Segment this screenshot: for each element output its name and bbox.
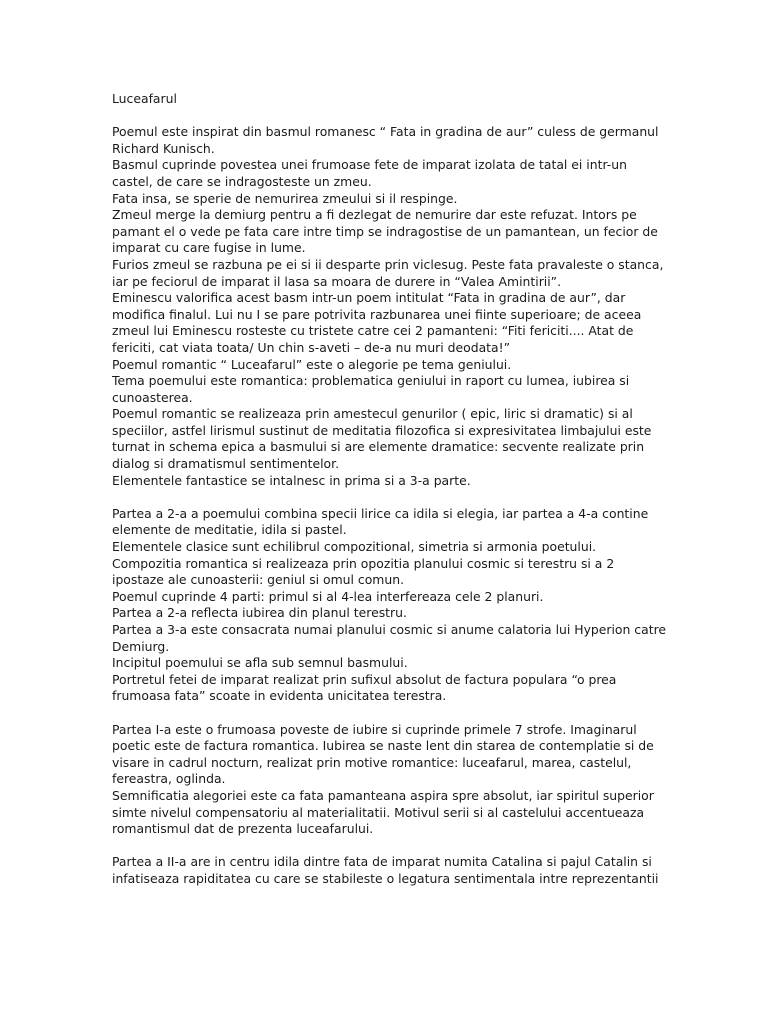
text-line: visare in cadrul nocturn, realizat prin motive romantice: luceafarul, marea, castelul, bbox=[112, 754, 632, 770]
text-line: Basmul cuprinde povestea unei frumoase fete de imparat izolata de tatal ei intr-un bbox=[112, 157, 627, 173]
text-line: Fata insa, se sperie de nemurirea zmeului si il respinge. bbox=[112, 190, 458, 206]
paragraph-spacer bbox=[112, 705, 664, 722]
text-line: Portretul fetei de imparat realizat prin sufixul absolut de factura populara “o prea bbox=[112, 671, 617, 687]
text-line: Zmeul merge la demiurg pentru a fi dezlegat de nemurire dar este refuzat. Intors pe bbox=[112, 207, 637, 223]
text-line: Richard Kunisch. bbox=[112, 140, 215, 156]
text-line: frumoasa fata” scoate in evidenta unicitatea terestra. bbox=[112, 688, 447, 704]
text-line: dialog si dramatismul sentimentelor. bbox=[112, 456, 340, 472]
text-line: zmeul lui Eminescu rosteste cu tristete catre cei 2 pamanteni: “Fiti fericiti.... Atat de bbox=[112, 323, 634, 339]
text-line: speciilor, astfel lirismul sustinut de meditatia filozofica si expresivitatea limbajului este bbox=[112, 422, 652, 438]
text-line: romantismul dat de prezenta luceafarului. bbox=[112, 821, 374, 837]
paragraph-4 bbox=[112, 854, 664, 887]
text-line: cunoasterea. bbox=[112, 389, 193, 405]
text-line: Partea a II-a are in centru idila dintre fata de imparat numita Catalina si pajul Catalin si bbox=[112, 854, 652, 870]
text-line: castel, de care se indragosteste un zmeu. bbox=[112, 173, 372, 189]
text-line: turnat in schema epica a basmului si are elemente dramatice: secvente realizate prin bbox=[112, 439, 645, 455]
text-line: Poemul este inspirat din basmul romanesc “ Fata in gradina de aur” culess de germanul bbox=[112, 124, 659, 140]
text-line: imparat cu care fugise in lume. bbox=[112, 240, 306, 256]
text-line: Partea a 3-a este consacrata numai planului cosmic si anume calatoria lui Hyperion catre bbox=[112, 622, 667, 637]
text-line: modifica finalul. Lui nu I se pare potrivita razbunarea unei fiinte superioare; de aceea bbox=[112, 306, 642, 322]
text-line: Poemul romantic “ Luceafarul” este o alegorie pe tema geniului. bbox=[112, 356, 512, 372]
paragraph-1 bbox=[112, 124, 664, 489]
text-line: Semnificatia alegoriei este ca fata pamanteana aspira spre absolut, iar spiritul superior bbox=[112, 787, 654, 803]
text-line: Poemul romantic se realizeaza prin amestecul genurilor ( epic, liric si dramatic) si al bbox=[112, 406, 633, 422]
text-line: Partea a 2-a a poemului combina specii lirice ca idila si elegia, iar partea a 4-a contine bbox=[112, 505, 649, 521]
text-line: elemente de meditatie, idila si pastel. bbox=[112, 522, 347, 538]
paragraph-spacer bbox=[112, 108, 664, 125]
text-line: ipostaze ale cunoasterii: geniul si omul comun. bbox=[112, 572, 405, 588]
text-line: simte nivelul compensatoriu al materialitatii. Motivul serii si al castelului accentueaza bbox=[112, 804, 645, 820]
document-title: Luceafarul bbox=[112, 91, 177, 106]
text-line: infatiseaza rapiditatea cu care se stabileste o legatura sentimentala intre reprezentantii bbox=[112, 870, 659, 886]
text-line: Partea a 2-a reflecta iubirea din planul terestru. bbox=[112, 605, 407, 621]
text-line: pamant el o vede pe fata care intre timp se indragostise de un pamantean, un fecior de bbox=[112, 223, 658, 239]
text-line: Furios zmeul se razbuna pe ei si ii desparte prin viclesug. Peste fata pravaleste o stanca, bbox=[112, 256, 664, 272]
text-line: Incipitul poemului se afla sub semnul basmului. bbox=[112, 655, 408, 671]
text-line: Partea I-a este o frumoasa poveste de iubire si cuprinde primele 7 strofe. Imaginarul bbox=[112, 721, 637, 737]
text-line: Compozitia romantica si realizeaza prin opozitia planului cosmic si terestru si a 2 bbox=[112, 555, 615, 571]
text-line: Tema poemului este romantica: problematica geniului in raport cu lumea, iubirea si bbox=[112, 373, 630, 389]
text-line: Eminescu valorifica acest basm intr-un poem intitulat “Fata in gradina de aur”, dar bbox=[112, 290, 626, 306]
text-line: poetic este de factura romantica. Iubirea se naste lent din starea de contemplatie si de bbox=[112, 738, 654, 754]
text-line: fereastra, oglinda. bbox=[112, 771, 226, 787]
text-line: Elementele clasice sunt echilibrul compozitional, simetria si armonia poetului. bbox=[112, 539, 597, 555]
paragraph-spacer bbox=[112, 838, 664, 855]
text-line: Elementele fantastice se intalnesc in prima si a 3-a parte. bbox=[112, 472, 471, 488]
paragraph-2 bbox=[112, 505, 667, 705]
text-line: fericiti, cat viata toata/ Un chin s-aveti – de-a nu muri deodata!” bbox=[112, 339, 511, 355]
paragraph-3 bbox=[112, 722, 664, 838]
paragraph-spacer bbox=[112, 489, 664, 506]
text-line: Demiurg. bbox=[112, 638, 170, 654]
document-page bbox=[112, 91, 667, 888]
text-line: iar pe feciorul de imparat il lasa sa moara de durere in “Valea Amintirii”. bbox=[112, 273, 562, 289]
text-line: Poemul cuprinde 4 parti: primul si al 4-lea interfereaza cele 2 planuri. bbox=[112, 588, 544, 604]
